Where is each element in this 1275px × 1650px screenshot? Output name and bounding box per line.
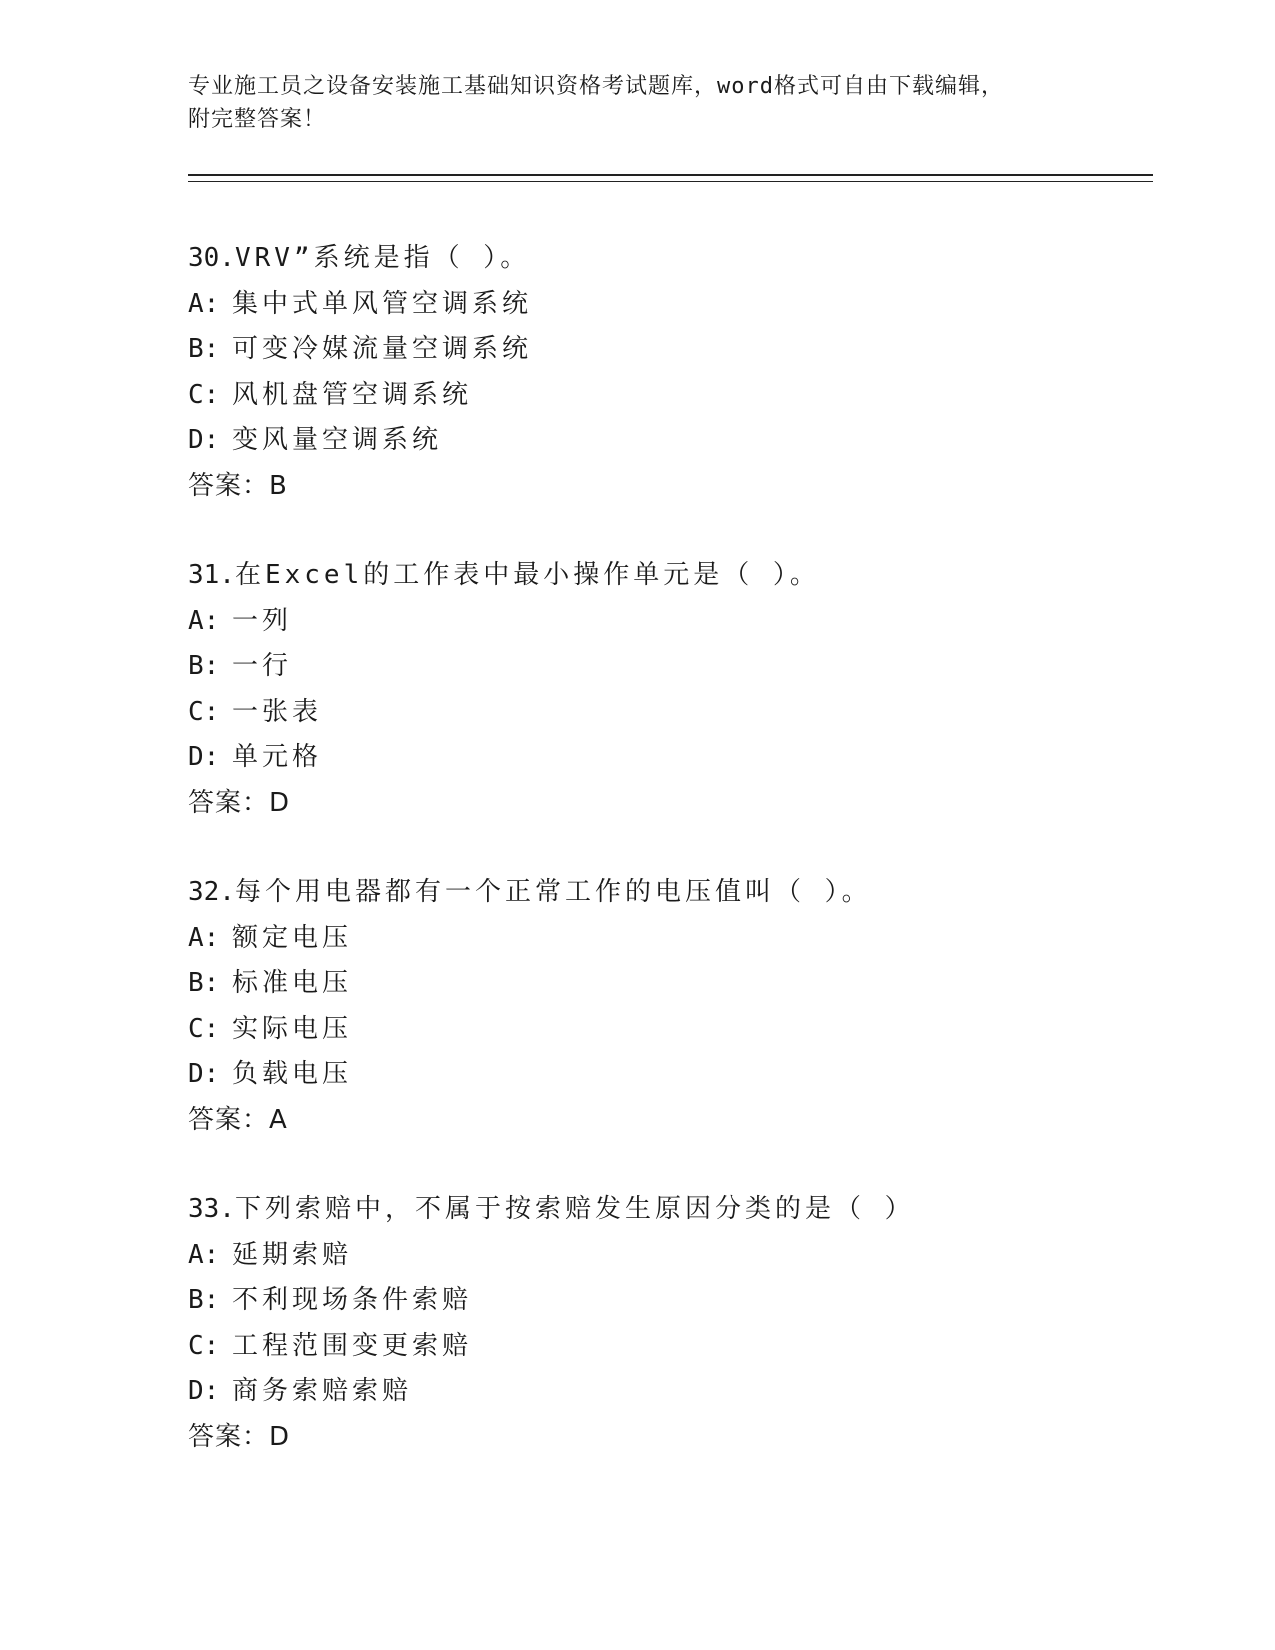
- question-stem: [188, 1187, 1153, 1233]
- option-a: [188, 282, 1153, 328]
- option-c: [188, 1324, 1153, 1370]
- option-text: 风机盘管空调系统: [232, 379, 473, 410]
- question-number: 33.: [188, 1194, 235, 1224]
- option-c: [188, 1007, 1153, 1053]
- option-key: C:: [188, 1330, 220, 1361]
- option-b: [188, 1278, 1153, 1324]
- option-d: [188, 1052, 1153, 1098]
- option-key: A:: [188, 288, 220, 319]
- option-key: C:: [188, 1013, 220, 1044]
- option-key: B:: [188, 651, 220, 681]
- option-text: 负载电压: [232, 1059, 353, 1089]
- question-text: 每个用电器都有一个正常工作的电压值叫（ ）。: [234, 877, 872, 907]
- header-divider: [188, 174, 1153, 182]
- option-c: [188, 373, 1153, 419]
- question-30: [188, 236, 1153, 509]
- option-text: 不利现场条件索赔: [232, 1285, 473, 1315]
- option-text: 延期索赔: [232, 1239, 353, 1270]
- option-key: C:: [188, 379, 220, 410]
- answer-line: 答案：D: [188, 1421, 291, 1452]
- answer-line: 答案：D: [188, 787, 291, 818]
- option-b: [188, 961, 1153, 1007]
- question-stem: [188, 870, 1153, 916]
- option-text: 一行: [232, 651, 293, 681]
- option-d: [188, 418, 1153, 464]
- document-header: [188, 70, 1153, 136]
- header-line-2: 附完整答案！: [188, 107, 327, 132]
- question-number: 31.: [188, 560, 235, 590]
- option-b: [188, 327, 1153, 373]
- answer-line: 答案：B: [188, 470, 288, 501]
- question-31: [188, 553, 1153, 826]
- option-key: D:: [188, 1376, 220, 1406]
- option-d: [188, 1369, 1153, 1415]
- question-stem: [188, 553, 1153, 599]
- option-text: 可变冷媒流量空调系统: [232, 334, 533, 364]
- option-text: 工程范围变更索赔: [232, 1330, 473, 1361]
- option-a: [188, 599, 1153, 645]
- option-text: 实际电压: [232, 1013, 353, 1044]
- option-d: [188, 735, 1153, 781]
- option-key: A:: [188, 1239, 220, 1270]
- option-text: 一列: [232, 605, 293, 636]
- option-b: [188, 644, 1153, 690]
- option-text: 单元格: [232, 742, 323, 772]
- option-text: 标准电压: [232, 968, 353, 998]
- option-key: B:: [188, 968, 220, 998]
- document-page: [188, 70, 1153, 1504]
- option-key: C:: [188, 696, 220, 727]
- option-key: A:: [188, 922, 220, 953]
- option-key: B:: [188, 1285, 220, 1315]
- option-text: 一张表: [232, 696, 323, 727]
- header-line-1: 专业施工员之设备安装施工基础知识资格考试题库，word格式可自由下载编辑，: [188, 74, 1004, 99]
- option-text: 额定电压: [232, 922, 353, 953]
- option-key: B:: [188, 334, 220, 364]
- question-32: [188, 870, 1153, 1143]
- option-a: [188, 916, 1153, 962]
- question-text: 下列索赔中，不属于按索赔发生原因分类的是（ ）: [234, 1194, 915, 1224]
- option-key: D:: [188, 1059, 220, 1089]
- question-list: [188, 236, 1153, 1460]
- question-number: 32.: [188, 877, 235, 907]
- option-text: 商务索赔索赔: [232, 1376, 413, 1406]
- option-text: 集中式单风管空调系统: [232, 288, 533, 319]
- option-key: A:: [188, 605, 220, 636]
- question-33: [188, 1187, 1153, 1460]
- question-number: 30.: [188, 243, 235, 273]
- question-text: 在Excel的工作表中最小操作单元是（ ）。: [234, 560, 820, 590]
- option-key: D:: [188, 425, 220, 455]
- question-stem: [188, 236, 1153, 282]
- question-text: VRV”系统是指（ ）。: [234, 243, 531, 273]
- option-a: [188, 1233, 1153, 1279]
- option-text: 变风量空调系统: [232, 425, 443, 455]
- answer-line: 答案：A: [188, 1104, 288, 1135]
- option-key: D:: [188, 742, 220, 772]
- option-c: [188, 690, 1153, 736]
